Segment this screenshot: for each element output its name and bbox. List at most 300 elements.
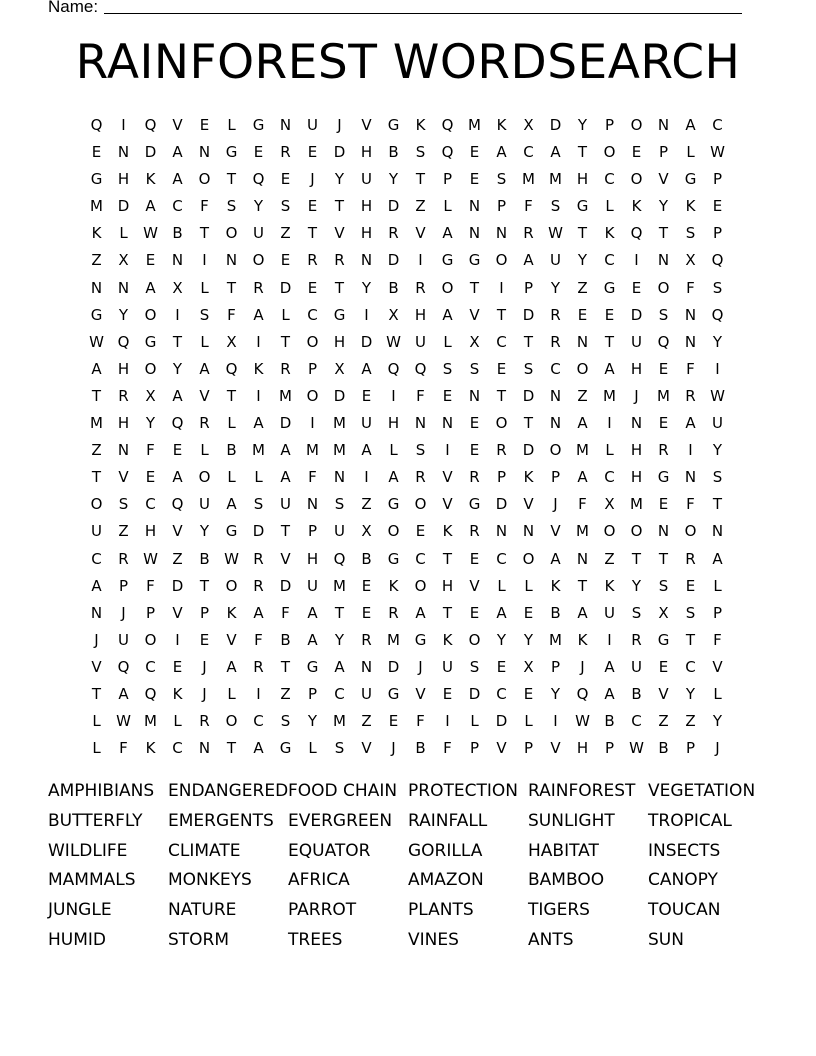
grid-letter[interactable]: F — [119, 739, 128, 758]
grid-letter[interactable]: P — [712, 224, 723, 243]
grid-letter[interactable]: O — [414, 495, 427, 514]
grid-letter[interactable]: G — [576, 197, 589, 216]
grid-letter[interactable]: E — [280, 251, 291, 270]
grid-letter[interactable]: P — [442, 170, 453, 189]
grid-letter[interactable]: J — [634, 386, 639, 405]
grid-letter[interactable]: K — [496, 116, 507, 134]
grid-letter[interactable]: I — [418, 251, 423, 270]
grid-letter[interactable]: Q — [117, 332, 130, 351]
grid-letter[interactable]: I — [175, 305, 180, 324]
grid-letter[interactable]: K — [604, 224, 615, 243]
grid-letter[interactable]: D — [387, 197, 400, 216]
grid-letter[interactable]: D — [522, 305, 535, 324]
grid-letter[interactable]: N — [414, 414, 427, 433]
grid-letter[interactable]: K — [685, 197, 696, 216]
grid-letter[interactable]: S — [199, 305, 210, 324]
grid-letter[interactable]: L — [227, 468, 236, 487]
grid-letter[interactable]: W — [89, 332, 104, 351]
grid-letter[interactable]: E — [361, 576, 372, 595]
grid-letter[interactable]: I — [607, 414, 612, 433]
grid-letter[interactable]: K — [145, 739, 156, 758]
grid-letter[interactable]: C — [604, 468, 615, 487]
grid-letter[interactable]: O — [414, 576, 427, 595]
grid-letter[interactable]: F — [578, 495, 587, 514]
grid-letter[interactable]: L — [686, 143, 695, 162]
grid-letter[interactable]: L — [443, 332, 452, 351]
grid-letter[interactable]: W — [143, 224, 158, 243]
grid-letter[interactable]: G — [279, 739, 292, 758]
grid-letter[interactable]: O — [630, 116, 643, 134]
grid-letter[interactable]: E — [658, 414, 669, 433]
grid-letter[interactable]: X — [658, 603, 669, 622]
grid-letter[interactable]: C — [712, 116, 723, 134]
grid-letter[interactable]: T — [523, 332, 534, 351]
grid-letter[interactable]: H — [360, 197, 373, 216]
grid-letter[interactable]: S — [334, 495, 345, 514]
grid-letter[interactable]: J — [715, 739, 720, 758]
grid-letter[interactable]: F — [713, 630, 722, 649]
grid-letter[interactable]: O — [684, 522, 697, 541]
grid-letter[interactable]: N — [522, 522, 535, 541]
grid-letter[interactable]: E — [442, 386, 453, 405]
grid-letter[interactable]: O — [144, 305, 157, 324]
grid-letter[interactable]: S — [280, 712, 291, 731]
grid-letter[interactable]: I — [256, 684, 261, 703]
grid-letter[interactable]: W — [710, 143, 725, 162]
grid-letter[interactable]: K — [415, 116, 426, 134]
grid-letter[interactable]: C — [604, 170, 615, 189]
grid-letter[interactable]: I — [310, 414, 315, 433]
grid-letter[interactable]: H — [333, 332, 346, 351]
grid-letter[interactable]: E — [469, 549, 480, 568]
grid-letter[interactable]: X — [118, 251, 129, 270]
grid-letter[interactable]: F — [200, 197, 209, 216]
grid-letter[interactable]: P — [307, 684, 318, 703]
grid-letter[interactable]: D — [171, 576, 184, 595]
grid-letter[interactable]: E — [658, 495, 669, 514]
grid-letter[interactable]: E — [307, 278, 318, 297]
grid-letter[interactable]: P — [550, 657, 561, 676]
grid-letter[interactable]: E — [307, 197, 318, 216]
grid-letter[interactable]: S — [118, 495, 129, 514]
grid-letter[interactable]: H — [441, 576, 454, 595]
grid-letter[interactable]: T — [577, 143, 588, 162]
grid-letter[interactable]: T — [712, 495, 723, 514]
grid-letter[interactable]: B — [550, 603, 561, 622]
grid-letter[interactable]: J — [391, 739, 396, 758]
grid-letter[interactable]: Y — [118, 305, 129, 324]
grid-letter[interactable]: M — [90, 197, 103, 216]
grid-letter[interactable]: Y — [712, 712, 723, 731]
grid-letter[interactable]: I — [121, 116, 126, 134]
grid-letter[interactable]: I — [688, 441, 693, 460]
grid-letter[interactable]: N — [198, 739, 211, 758]
grid-letter[interactable]: O — [549, 441, 562, 460]
grid-letter[interactable]: X — [226, 332, 237, 351]
grid-letter[interactable]: C — [550, 359, 561, 378]
grid-letter[interactable]: L — [254, 468, 263, 487]
grid-letter[interactable]: T — [280, 657, 291, 676]
grid-letter[interactable]: A — [577, 414, 588, 433]
grid-letter[interactable]: Y — [334, 630, 345, 649]
grid-letter[interactable]: O — [306, 386, 319, 405]
grid-letter[interactable]: R — [118, 386, 129, 405]
grid-letter[interactable]: I — [202, 251, 207, 270]
grid-letter[interactable]: F — [416, 386, 425, 405]
grid-letter[interactable]: A — [388, 468, 399, 487]
grid-letter[interactable]: A — [145, 197, 156, 216]
grid-letter[interactable]: Q — [117, 657, 130, 676]
grid-letter[interactable]: G — [333, 305, 346, 324]
grid-letter[interactable]: G — [387, 684, 400, 703]
grid-letter[interactable]: R — [280, 359, 291, 378]
grid-letter[interactable]: B — [226, 441, 237, 460]
grid-letter[interactable]: R — [253, 576, 264, 595]
grid-letter[interactable]: R — [253, 549, 264, 568]
grid-letter[interactable]: B — [658, 739, 669, 758]
grid-letter[interactable]: D — [144, 143, 157, 162]
grid-letter[interactable]: V — [550, 739, 561, 758]
grid-letter[interactable]: A — [91, 359, 102, 378]
grid-letter[interactable]: C — [604, 251, 615, 270]
grid-letter[interactable]: I — [364, 468, 369, 487]
grid-letter[interactable]: Q — [387, 359, 400, 378]
grid-letter[interactable]: I — [175, 630, 180, 649]
grid-letter[interactable]: Y — [253, 197, 264, 216]
grid-letter[interactable]: A — [172, 143, 183, 162]
grid-letter[interactable]: D — [549, 116, 562, 134]
grid-letter[interactable]: F — [281, 603, 290, 622]
grid-letter[interactable]: N — [576, 549, 589, 568]
grid-letter[interactable]: T — [685, 630, 696, 649]
grid-letter[interactable]: D — [522, 386, 535, 405]
grid-letter[interactable]: F — [146, 576, 155, 595]
grid-letter[interactable]: T — [226, 170, 237, 189]
grid-letter[interactable]: D — [495, 495, 508, 514]
grid-letter[interactable]: D — [630, 305, 643, 324]
grid-letter[interactable]: V — [361, 739, 372, 758]
grid-letter[interactable]: P — [604, 739, 615, 758]
grid-letter[interactable]: K — [145, 170, 156, 189]
grid-letter[interactable]: C — [145, 657, 156, 676]
grid-letter[interactable]: D — [387, 657, 400, 676]
grid-letter[interactable]: K — [253, 359, 264, 378]
grid-letter[interactable]: C — [172, 197, 183, 216]
grid-letter[interactable]: E — [172, 441, 183, 460]
grid-letter[interactable]: W — [143, 549, 158, 568]
grid-letter[interactable]: V — [658, 684, 669, 703]
grid-letter[interactable]: W — [224, 549, 239, 568]
grid-letter[interactable]: Y — [307, 712, 318, 731]
grid-letter[interactable]: Z — [172, 549, 183, 568]
grid-letter[interactable]: P — [199, 603, 210, 622]
grid-letter[interactable]: V — [172, 116, 183, 134]
grid-letter[interactable]: E — [658, 657, 669, 676]
grid-letter[interactable]: W — [548, 224, 563, 243]
grid-letter[interactable]: S — [712, 278, 723, 297]
grid-letter[interactable]: G — [468, 495, 481, 514]
grid-letter[interactable]: F — [686, 495, 695, 514]
grid-letter[interactable]: Z — [91, 251, 102, 270]
grid-letter[interactable]: G — [387, 549, 400, 568]
grid-letter[interactable]: F — [686, 359, 695, 378]
grid-letter[interactable]: P — [118, 576, 129, 595]
grid-letter[interactable]: J — [337, 116, 342, 134]
grid-letter[interactable]: Q — [711, 305, 724, 324]
grid-letter[interactable]: O — [144, 630, 157, 649]
grid-letter[interactable]: N — [657, 116, 670, 134]
grid-letter[interactable]: M — [468, 116, 481, 134]
grid-letter[interactable]: G — [657, 468, 670, 487]
grid-letter[interactable]: U — [361, 170, 372, 189]
grid-letter[interactable]: Y — [550, 278, 561, 297]
grid-letter[interactable]: Q — [90, 116, 103, 134]
grid-letter[interactable]: M — [549, 630, 562, 649]
grid-letter[interactable]: Z — [577, 386, 588, 405]
grid-letter[interactable]: Z — [658, 712, 669, 731]
grid-letter[interactable]: S — [685, 603, 696, 622]
grid-letter[interactable]: A — [226, 495, 237, 514]
grid-letter[interactable]: E — [469, 143, 480, 162]
grid-letter[interactable]: T — [334, 278, 345, 297]
grid-letter[interactable]: A — [604, 657, 615, 676]
grid-letter[interactable]: V — [442, 495, 453, 514]
grid-letter[interactable]: E — [361, 386, 372, 405]
grid-letter[interactable]: M — [333, 576, 346, 595]
grid-letter[interactable]: O — [198, 468, 211, 487]
grid-letter[interactable]: T — [631, 549, 642, 568]
grid-letter[interactable]: V — [415, 684, 426, 703]
grid-letter[interactable]: K — [523, 468, 534, 487]
grid-letter[interactable]: E — [253, 143, 264, 162]
grid-letter[interactable]: E — [442, 684, 453, 703]
grid-letter[interactable]: Z — [415, 197, 426, 216]
grid-letter[interactable]: R — [550, 332, 561, 351]
grid-letter[interactable]: S — [442, 359, 453, 378]
grid-letter[interactable]: D — [522, 441, 535, 460]
grid-letter[interactable]: R — [415, 278, 426, 297]
grid-letter[interactable]: A — [685, 116, 696, 134]
grid-letter[interactable]: N — [90, 603, 103, 622]
grid-letter[interactable]: I — [499, 278, 504, 297]
grid-letter[interactable]: E — [685, 576, 696, 595]
grid-letter[interactable]: I — [256, 332, 261, 351]
grid-letter[interactable]: R — [685, 549, 696, 568]
grid-letter[interactable]: U — [361, 684, 372, 703]
grid-letter[interactable]: H — [576, 170, 589, 189]
grid-letter[interactable]: Q — [630, 224, 643, 243]
grid-letter[interactable]: W — [710, 386, 725, 405]
grid-letter[interactable]: U — [91, 522, 102, 541]
grid-letter[interactable]: Z — [91, 441, 102, 460]
grid-letter[interactable]: G — [387, 116, 400, 134]
grid-letter[interactable]: N — [684, 468, 697, 487]
grid-letter[interactable]: F — [146, 441, 155, 460]
grid-letter[interactable]: C — [685, 657, 696, 676]
grid-letter[interactable]: A — [685, 414, 696, 433]
grid-letter[interactable]: L — [92, 712, 101, 731]
grid-letter[interactable]: G — [252, 116, 265, 134]
grid-letter[interactable]: M — [90, 414, 103, 433]
grid-letter[interactable]: N — [684, 332, 697, 351]
grid-letter[interactable]: Z — [577, 278, 588, 297]
grid-letter[interactable]: B — [415, 739, 426, 758]
grid-letter[interactable]: P — [604, 116, 615, 134]
grid-letter[interactable]: A — [253, 603, 264, 622]
grid-letter[interactable]: K — [577, 630, 588, 649]
grid-letter[interactable]: M — [387, 630, 400, 649]
grid-letter[interactable]: B — [604, 712, 615, 731]
grid-letter[interactable]: M — [576, 522, 589, 541]
grid-letter[interactable]: T — [658, 224, 669, 243]
grid-letter[interactable]: M — [576, 441, 589, 460]
grid-letter[interactable]: E — [577, 305, 588, 324]
grid-letter[interactable]: U — [253, 224, 264, 243]
grid-letter[interactable]: N — [117, 143, 130, 162]
grid-letter[interactable]: E — [199, 630, 210, 649]
grid-letter[interactable]: T — [91, 386, 102, 405]
grid-letter[interactable]: D — [252, 522, 265, 541]
grid-letter[interactable]: I — [715, 359, 720, 378]
grid-letter[interactable]: N — [495, 224, 508, 243]
grid-letter[interactable]: G — [468, 251, 481, 270]
grid-letter[interactable]: J — [94, 630, 99, 649]
grid-letter[interactable]: X — [388, 305, 399, 324]
grid-letter[interactable]: Q — [441, 143, 454, 162]
grid-letter[interactable]: A — [604, 684, 615, 703]
grid-letter[interactable]: O — [576, 359, 589, 378]
grid-letter[interactable]: A — [172, 386, 183, 405]
grid-letter[interactable]: S — [253, 495, 264, 514]
grid-letter[interactable]: Y — [550, 684, 561, 703]
grid-letter[interactable]: F — [416, 712, 425, 731]
grid-letter[interactable]: H — [144, 522, 157, 541]
grid-letter[interactable]: A — [334, 657, 345, 676]
grid-letter[interactable]: N — [360, 251, 373, 270]
grid-letter[interactable]: V — [334, 224, 345, 243]
grid-letter[interactable]: E — [496, 657, 507, 676]
grid-letter[interactable]: H — [360, 224, 373, 243]
grid-letter[interactable]: E — [631, 278, 642, 297]
grid-letter[interactable]: R — [118, 549, 129, 568]
grid-letter[interactable]: Y — [631, 576, 642, 595]
grid-letter[interactable]: U — [280, 495, 291, 514]
grid-letter[interactable]: E — [145, 251, 156, 270]
grid-letter[interactable]: B — [361, 549, 372, 568]
grid-letter[interactable]: S — [415, 441, 426, 460]
grid-letter[interactable]: K — [442, 522, 453, 541]
grid-letter[interactable]: V — [415, 224, 426, 243]
grid-letter[interactable]: N — [90, 278, 103, 297]
grid-letter[interactable]: S — [334, 739, 345, 758]
grid-letter[interactable]: A — [226, 657, 237, 676]
grid-letter[interactable]: Y — [199, 522, 210, 541]
grid-letter[interactable]: Y — [577, 116, 588, 134]
grid-letter[interactable]: J — [580, 657, 585, 676]
grid-letter[interactable]: Q — [576, 684, 589, 703]
grid-letter[interactable]: S — [469, 359, 480, 378]
grid-letter[interactable]: I — [553, 712, 558, 731]
grid-letter[interactable]: G — [657, 630, 670, 649]
grid-letter[interactable]: C — [145, 495, 156, 514]
grid-letter[interactable]: B — [172, 224, 183, 243]
grid-letter[interactable]: A — [253, 739, 264, 758]
grid-letter[interactable]: N — [306, 495, 319, 514]
grid-letter[interactable]: V — [469, 305, 480, 324]
grid-letter[interactable]: U — [631, 332, 642, 351]
grid-letter[interactable]: Y — [388, 170, 399, 189]
grid-letter[interactable]: C — [334, 684, 345, 703]
grid-letter[interactable]: P — [550, 468, 561, 487]
grid-letter[interactable]: N — [171, 251, 184, 270]
grid-letter[interactable]: N — [495, 522, 508, 541]
grid-letter[interactable]: A — [199, 359, 210, 378]
grid-letter[interactable]: G — [90, 305, 103, 324]
grid-letter[interactable]: T — [577, 224, 588, 243]
grid-letter[interactable]: Q — [225, 359, 238, 378]
grid-letter[interactable]: O — [225, 712, 238, 731]
grid-letter[interactable]: P — [307, 522, 318, 541]
grid-letter[interactable]: Q — [171, 414, 184, 433]
grid-letter[interactable]: A — [442, 224, 453, 243]
grid-letter[interactable]: L — [524, 576, 533, 595]
grid-letter[interactable]: O — [495, 251, 508, 270]
grid-letter[interactable]: O — [225, 576, 238, 595]
grid-letter[interactable]: Q — [333, 549, 346, 568]
grid-letter[interactable]: A — [604, 359, 615, 378]
grid-letter[interactable]: E — [172, 657, 183, 676]
grid-letter[interactable]: A — [172, 170, 183, 189]
grid-letter[interactable]: U — [712, 414, 723, 433]
grid-letter[interactable]: I — [445, 712, 450, 731]
grid-letter[interactable]: G — [441, 251, 454, 270]
grid-letter[interactable]: O — [522, 549, 535, 568]
grid-letter[interactable]: L — [605, 197, 614, 216]
grid-letter[interactable]: C — [172, 739, 183, 758]
grid-letter[interactable]: M — [333, 414, 346, 433]
grid-letter[interactable]: A — [253, 414, 264, 433]
grid-letter[interactable]: Y — [523, 630, 534, 649]
grid-letter[interactable]: X — [469, 332, 480, 351]
grid-letter[interactable]: Q — [171, 495, 184, 514]
grid-letter[interactable]: R — [199, 414, 210, 433]
grid-letter[interactable]: X — [523, 116, 534, 134]
grid-letter[interactable]: V — [442, 468, 453, 487]
grid-letter[interactable]: C — [523, 143, 534, 162]
grid-letter[interactable]: H — [414, 305, 427, 324]
grid-letter[interactable]: G — [387, 495, 400, 514]
grid-letter[interactable]: Y — [712, 332, 723, 351]
grid-letter[interactable]: O — [657, 278, 670, 297]
grid-letter[interactable]: C — [415, 549, 426, 568]
grid-letter[interactable]: N — [549, 386, 562, 405]
grid-letter[interactable]: V — [172, 522, 183, 541]
grid-letter[interactable]: R — [280, 143, 291, 162]
grid-letter[interactable]: V — [361, 116, 372, 134]
grid-letter[interactable]: T — [91, 468, 102, 487]
grid-letter[interactable]: A — [550, 549, 561, 568]
grid-letter[interactable]: P — [469, 739, 480, 758]
grid-letter[interactable]: J — [310, 170, 315, 189]
grid-letter[interactable]: E — [523, 684, 534, 703]
grid-letter[interactable]: R — [523, 224, 534, 243]
grid-letter[interactable]: Q — [144, 684, 157, 703]
grid-letter[interactable]: U — [550, 251, 561, 270]
grid-letter[interactable]: L — [389, 441, 398, 460]
grid-letter[interactable]: J — [418, 657, 423, 676]
grid-letter[interactable]: G — [414, 630, 427, 649]
grid-letter[interactable]: M — [306, 441, 319, 460]
